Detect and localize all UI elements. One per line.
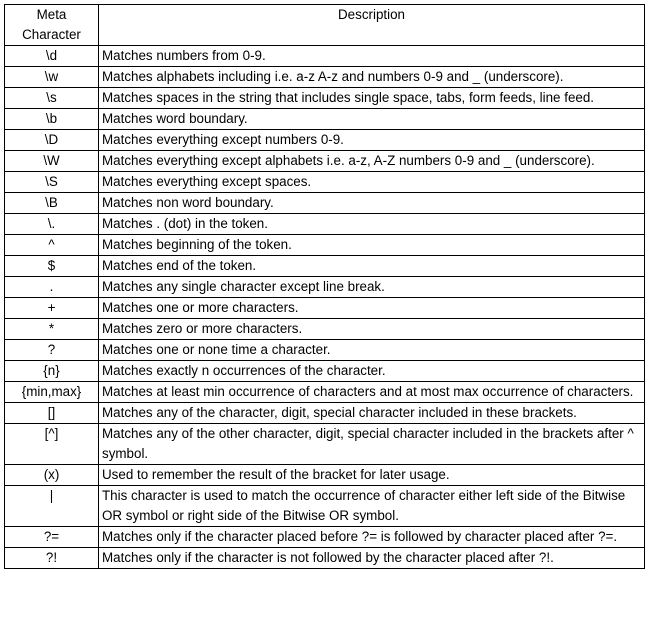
table-row bbox=[5, 424, 645, 465]
table-body bbox=[5, 46, 645, 569]
meta-character-cell: \D bbox=[5, 130, 99, 151]
meta-character-cell: ?= bbox=[5, 527, 99, 548]
table-row bbox=[5, 214, 645, 235]
meta-character-cell: [] bbox=[5, 403, 99, 424]
header-description: Description bbox=[99, 5, 645, 46]
header-meta-character: Meta Character bbox=[5, 5, 99, 46]
table-row bbox=[5, 235, 645, 256]
meta-character-cell: {n} bbox=[5, 361, 99, 382]
description-cell: Matches end of the token. bbox=[99, 256, 645, 277]
table-row bbox=[5, 403, 645, 424]
description-cell: Matches spaces in the string that includes single space, tabs, form feeds, line feed. bbox=[99, 88, 645, 109]
meta-character-cell: \d bbox=[5, 46, 99, 67]
table-header-row bbox=[5, 5, 645, 46]
description-cell: Matches any of the other character, digit, special character included in the brackets after ^ symbol. bbox=[99, 424, 645, 465]
table-row bbox=[5, 67, 645, 88]
meta-character-cell: \w bbox=[5, 67, 99, 88]
description-cell: Matches one or more characters. bbox=[99, 298, 645, 319]
description-cell: Matches everything except numbers 0-9. bbox=[99, 130, 645, 151]
meta-character-cell: \. bbox=[5, 214, 99, 235]
description-cell: Matches . (dot) in the token. bbox=[99, 214, 645, 235]
meta-character-cell: {min,max} bbox=[5, 382, 99, 403]
description-cell: Matches beginning of the token. bbox=[99, 235, 645, 256]
description-cell: Matches numbers from 0-9. bbox=[99, 46, 645, 67]
meta-character-cell: (x) bbox=[5, 465, 99, 486]
description-cell: Matches everything except alphabets i.e. a-z, A-Z numbers 0-9 and _ (underscore). bbox=[99, 151, 645, 172]
table-row bbox=[5, 256, 645, 277]
table-row bbox=[5, 88, 645, 109]
meta-character-cell: * bbox=[5, 319, 99, 340]
description-cell: Matches at least min occurrence of characters and at most max occurrence of characters. bbox=[99, 382, 645, 403]
table-row bbox=[5, 109, 645, 130]
table-row bbox=[5, 46, 645, 67]
meta-character-cell: \W bbox=[5, 151, 99, 172]
description-cell: Used to remember the result of the bracket for later usage. bbox=[99, 465, 645, 486]
table-row bbox=[5, 151, 645, 172]
description-cell: Matches zero or more characters. bbox=[99, 319, 645, 340]
table-row bbox=[5, 382, 645, 403]
table-row bbox=[5, 130, 645, 151]
description-cell: Matches any single character except line break. bbox=[99, 277, 645, 298]
table-row bbox=[5, 361, 645, 382]
table-row bbox=[5, 298, 645, 319]
table-row bbox=[5, 527, 645, 548]
description-cell: Matches word boundary. bbox=[99, 109, 645, 130]
meta-character-cell: ? bbox=[5, 340, 99, 361]
meta-character-cell: \S bbox=[5, 172, 99, 193]
description-cell: Matches only if the character is not followed by the character placed after ?!. bbox=[99, 548, 645, 569]
meta-character-cell: \b bbox=[5, 109, 99, 130]
meta-character-cell: $ bbox=[5, 256, 99, 277]
table-row bbox=[5, 319, 645, 340]
description-cell: Matches non word boundary. bbox=[99, 193, 645, 214]
description-cell: This character is used to match the occurrence of character either left side of the Bitwise OR symbol or right side of the Bitwise OR symbol. bbox=[99, 486, 645, 527]
description-cell: Matches exactly n occurrences of the character. bbox=[99, 361, 645, 382]
description-cell: Matches everything except spaces. bbox=[99, 172, 645, 193]
regex-meta-character-table bbox=[4, 4, 645, 569]
meta-character-cell: ?! bbox=[5, 548, 99, 569]
table-row bbox=[5, 486, 645, 527]
description-cell: Matches one or none time a character. bbox=[99, 340, 645, 361]
description-cell: Matches only if the character placed before ?= is followed by character placed after ?=. bbox=[99, 527, 645, 548]
table-row bbox=[5, 277, 645, 298]
table-row bbox=[5, 548, 645, 569]
meta-character-cell: | bbox=[5, 486, 99, 527]
meta-character-cell: \s bbox=[5, 88, 99, 109]
meta-character-cell: . bbox=[5, 277, 99, 298]
table-row bbox=[5, 465, 645, 486]
description-cell: Matches any of the character, digit, special character included in these brackets. bbox=[99, 403, 645, 424]
table-row bbox=[5, 193, 645, 214]
description-cell: Matches alphabets including i.e. a-z A-z and numbers 0-9 and _ (underscore). bbox=[99, 67, 645, 88]
meta-character-cell: [^] bbox=[5, 424, 99, 465]
table-row bbox=[5, 340, 645, 361]
meta-character-cell: \B bbox=[5, 193, 99, 214]
meta-character-cell: + bbox=[5, 298, 99, 319]
table-row bbox=[5, 172, 645, 193]
meta-character-cell: ^ bbox=[5, 235, 99, 256]
